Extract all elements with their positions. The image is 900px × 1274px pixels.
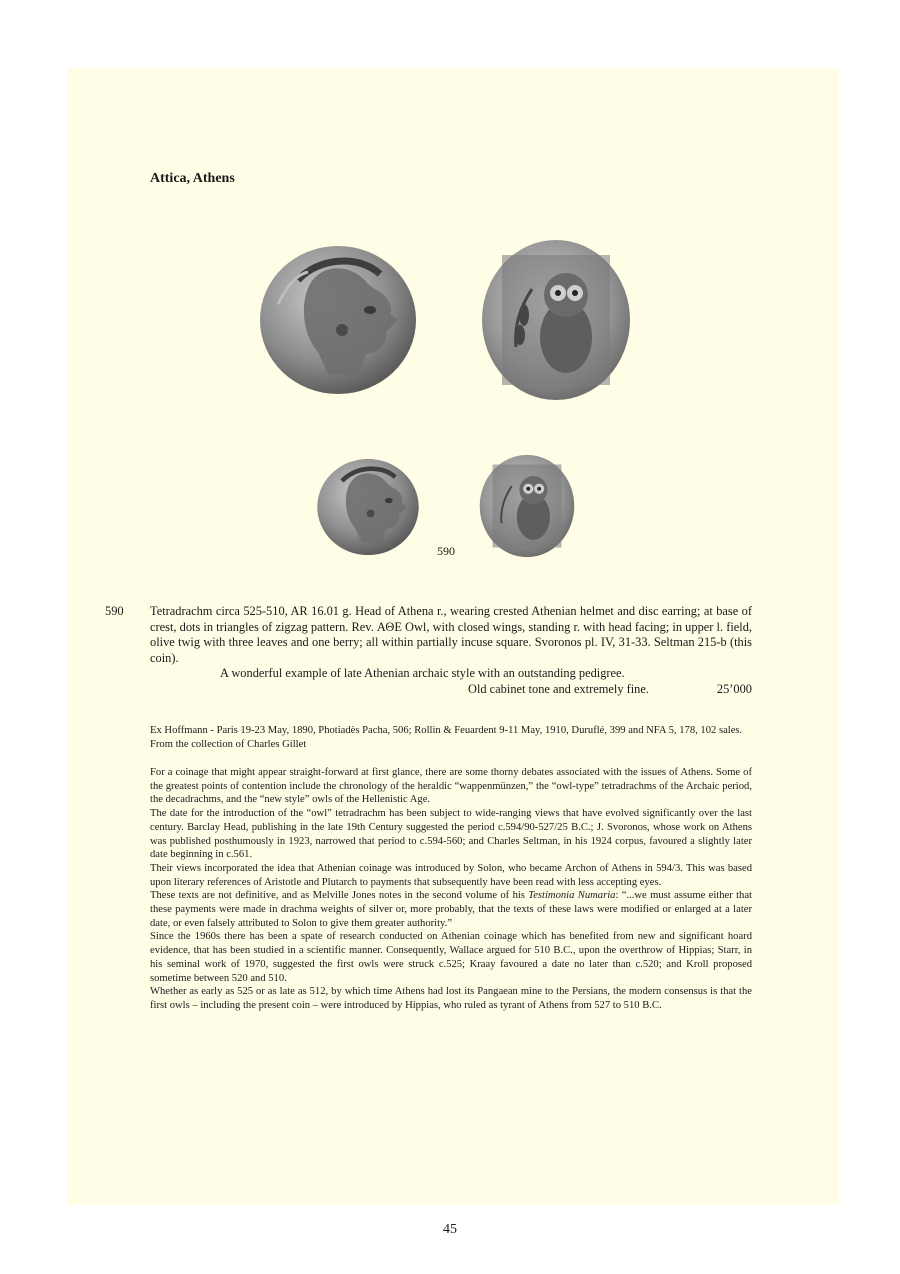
owl-coin-icon	[478, 453, 576, 559]
reverse-enlarged-image	[480, 237, 632, 403]
obverse-enlarged-image	[258, 244, 418, 396]
essay-paragraph	[150, 889, 752, 930]
lot-number: 590	[105, 604, 124, 618]
section-title: Attica, Athens	[150, 171, 235, 186]
provenance-note: Ex Hoffmann - Paris 19-23 May, 1890, Photiadès Pacha, 506; Rollin & Feuardent 9-11 May, 1910, Duruflé, 399 and NFA 5, 178, 102 sales. From the collection of Charles Gillet	[150, 725, 743, 750]
lot-remark: A wonderful example of late Athenian archaic style with an outstanding pedigree.	[220, 666, 625, 680]
essay-paragraph: The date for the introduction of the “owl” tetradrachm has been subject to wide-ranging views that have evolved significantly over the last century. Barclay Head, publishing in the late 19th Century suggested the period c.594/90-527/25 B.C.; J. Svoronos, whose work on Athens was published posthumously in 1923, narrowed that period to c.594-560; and Charles Seltman, in his 1924 corpus, favoured a slightly later date beginning in c.561.	[150, 808, 752, 861]
page-number: 45	[443, 1222, 457, 1237]
essay-text: These texts are not definitive, and as Melville Jones notes in the second volume of his	[150, 890, 529, 902]
historical-essay	[150, 766, 752, 1013]
essay-paragraph: Their views incorporated the idea that Athenian coinage was introduced by Solon, who became Archon of Athens in 594/3. This was based upon literary references of Aristotle and Plutarch to payments that subsequently have been read with less accepting eyes.	[150, 862, 752, 888]
athena-head-coin-icon	[258, 244, 418, 396]
lot-estimate: 25’000	[716, 682, 752, 696]
athena-head-coin-icon	[316, 457, 420, 557]
essay-text: : “...we must assume either that these payments were made in drachma weights of silver or, more probably, that the texts of these laws were modified or enlarged at a later date, or even falsely attributed to Solon to give them greater authority.”	[150, 890, 752, 929]
essay-paragraph: For a coinage that might appear straight-forward at first glance, there are some thorny debates associated with the issues of Athens. Some of the greatest points of contention include the chronology of the heraldic “wappenmünzen,” the “owl-type” tetradrachms of the Archaic period, the decadrachms, and the “new style” owls of the Hellenistic Age.	[150, 767, 752, 806]
lot-grade: Old cabinet tone and extremely fine.	[468, 682, 649, 696]
lot-description: Tetradrachm circa 525-510, AR 16.01 g. Head of Athena r., wearing crested Athenian helmet and disc earring; at base of crest, dots in triangles of zigzag pattern. Rev. ΑΘΕ Owl, with closed wings, standing r. with head facing; in upper l. field, olive twig with three leaves and one berry; all within partially incuse square. Svoronos pl. IV, 31-33. Seltman 215-b (this coin).	[150, 604, 752, 665]
obverse-actual-image	[316, 457, 420, 557]
essay-paragraph: Whether as early as 525 or as late as 512, by which time Athens had lost its Pangaean mine to the Persians, the modern consensus is that the first owls – including the present coin – were introduced by Hippias, who ruled as tyrant of Athens from 527 to 510 B.C.	[150, 986, 752, 1011]
book-title: Testimonia Numaria	[528, 890, 616, 902]
plate-lot-number: 590	[437, 544, 455, 558]
owl-coin-icon	[480, 237, 632, 403]
reverse-actual-image	[478, 453, 576, 559]
essay-paragraph: Since the 1960s there has been a spate of research conducted on Athenian coinage which has benefited from new and significant hoard evidence, that has been studied in a scientific manner. Consequently, Wallace argued for 510 B.C., upon the overthrow of Hippias; Starr, in his seminal work of 1970, suggested the first owls were struck c.525; Kraay favoured a date no later than c.520; and Kroll proposed sometime between 520 and 510.	[150, 931, 752, 984]
